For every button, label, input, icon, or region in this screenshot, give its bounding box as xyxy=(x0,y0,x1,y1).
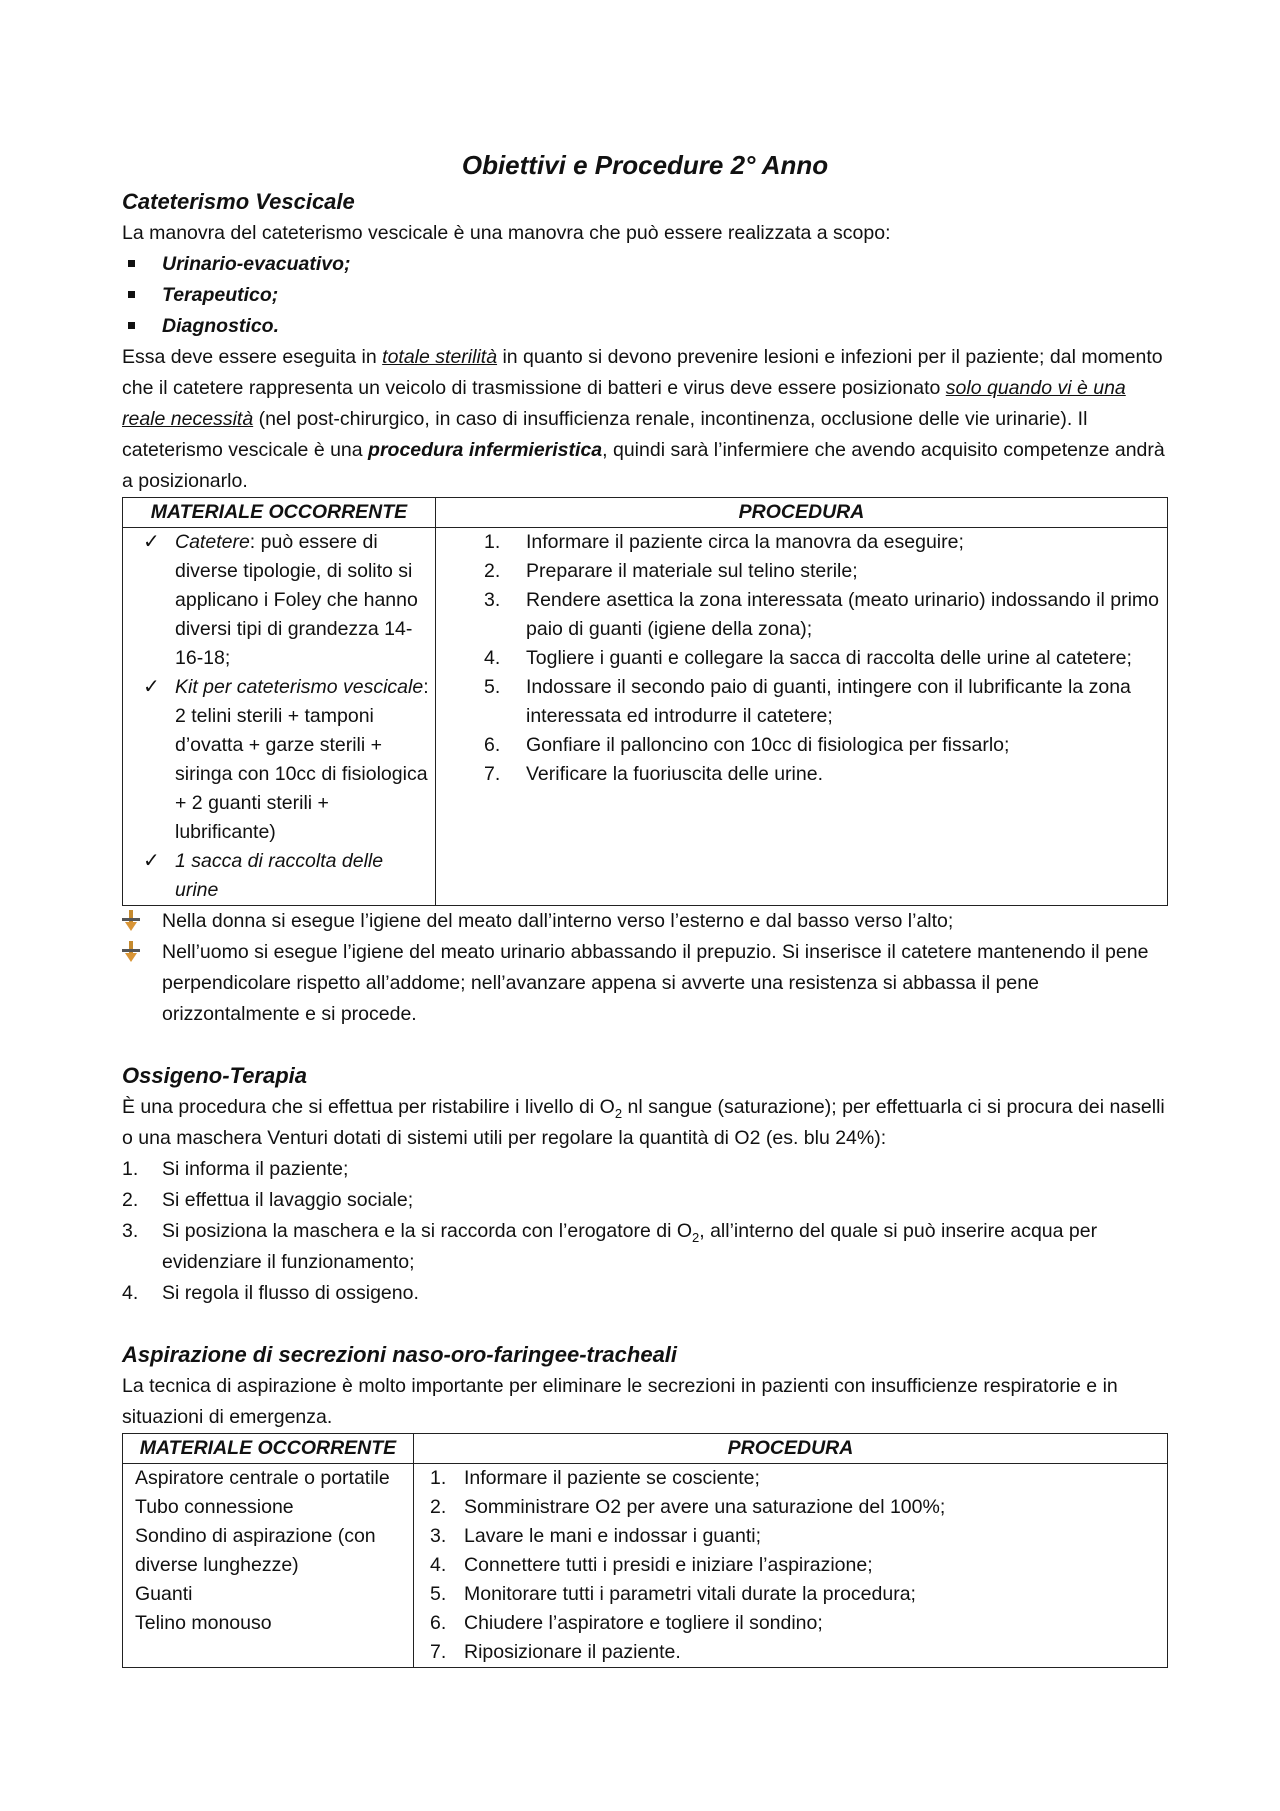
material-item: ✓ Catetere: può essere di diverse tipologie, di solito si applicano i Foley che hanno diversi tipi di grandezza 14-16-18; xyxy=(129,528,429,673)
material-item: Telino monouso xyxy=(135,1612,272,1634)
procedure-step: 4. Togliere i guanti e collegare la sacca di raccolta delle urine al catetere; xyxy=(484,647,1132,669)
material-item: Aspiratore centrale o portatile xyxy=(135,1467,390,1489)
procedure-step: 7. Verificare la fuoriuscita delle urine. xyxy=(484,763,823,785)
procedure-step: 4. Connettere tutti i presidi e iniziare l’aspirazione; xyxy=(430,1554,873,1576)
material-item: Tubo connessione xyxy=(135,1496,294,1518)
procedure-step: 1. Informare il paziente se cosciente; xyxy=(430,1467,760,1489)
arrow-down-bullet-icon xyxy=(122,910,140,932)
purpose-item: Urinario-evacuativo; xyxy=(122,249,1168,280)
purpose-item: Terapeutico; xyxy=(122,280,1168,311)
section1-intro: La manovra del cateterismo vescicale è una manovra che può essere realizzata a scopo: xyxy=(122,222,891,244)
procedure-cell xyxy=(414,1464,1168,1668)
table-header-materials: MATERIALE OCCORRENTE xyxy=(123,498,436,528)
material-item: ✓ Kit per cateterismo vescicale: 2 telini sterili + tamponi d’ovatta + garze sterili + siringa con 10cc di fisiologica + 2 guanti sterili + lubrificante) xyxy=(129,673,429,847)
underline-necessity: solo quando vi è una reale necessità xyxy=(122,377,1126,430)
procedure-step: 3. Lavare le mani e indossar i guanti; xyxy=(430,1525,762,1547)
page-title: Obiettivi e Procedure 2° Anno xyxy=(461,150,829,180)
catheter-table xyxy=(122,497,1168,906)
procedure-step: 3. Rendere asettica la zona interessata (meato urinario) indossando il primo paio di guanti (igiene della zona); xyxy=(484,589,1159,640)
section-heading-aspirazione: Aspirazione di secrezioni naso-oro-faringee-tracheali xyxy=(122,1342,678,1367)
procedure-step: 7. Riposizionare il paziente. xyxy=(430,1641,681,1663)
section2-intro: È una procedura che si effettua per ristabilire i livello di $O_2$ nl sangue (saturazione); per effettuarla ci si procura dei naselli o una maschera Venturi dotati di sistemi utili per regolare la quantità di O2 (es. blu 24%): xyxy=(122,1096,1165,1149)
square-bullet-icon xyxy=(128,260,135,267)
table-header-procedure: PROCEDURA xyxy=(436,498,1168,528)
procedure-cell xyxy=(436,528,1168,906)
material-item: Sondino di aspirazione (con diverse lunghezze) xyxy=(135,1525,376,1576)
oxygen-step: 3. Si posiziona la maschera e la si raccorda con l’erogatore di $O_2$, all’interno del quale si può inserire acqua per evidenziare il funzionamento; xyxy=(122,1220,1098,1273)
oxygen-step: 2. Si effettua il lavaggio sociale; xyxy=(122,1189,414,1211)
procedure-step: 1. Informare il paziente circa la manovra da eseguire; xyxy=(484,531,964,553)
notes-list xyxy=(122,906,1168,1030)
procedure-step: 2. Somministrare O2 per avere una saturazione del 100%; xyxy=(430,1496,946,1518)
procedure-step: 2. Preparare il materiale sul telino sterile; xyxy=(484,560,858,582)
document-page xyxy=(122,148,1168,1668)
purpose-list xyxy=(122,249,1168,342)
procedure-step: 6. Chiudere l’aspiratore e togliere il sondino; xyxy=(430,1612,823,1634)
table-header-procedure: PROCEDURA xyxy=(414,1434,1168,1464)
bold-procedure: procedura infermieristica xyxy=(368,439,603,461)
oxygen-step: 4. Si regola il flusso di ossigeno. xyxy=(122,1282,419,1304)
checkmark-icon: ✓ xyxy=(143,850,160,872)
table-header-materials: MATERIALE OCCORRENTE xyxy=(123,1434,414,1464)
section-heading-cateterismo: Cateterismo Vescicale xyxy=(122,189,355,214)
arrow-down-bullet-icon xyxy=(122,941,140,963)
procedure-step: 6. Gonfiare il palloncino con 10cc di fisiologica per fissarlo; xyxy=(484,734,1010,756)
materials-cell xyxy=(123,528,436,906)
purpose-item: Diagnostico. xyxy=(122,311,1168,342)
procedure-step: 5. Monitorare tutti i parametri vitali durate la procedura; xyxy=(430,1583,916,1605)
materials-cell xyxy=(123,1464,414,1668)
note-item: Nell’uomo si esegue l’igiene del meato urinario abbassando il prepuzio. Si inserisce il catetere mantenendo il pene perpendicolare rispetto all’addome; nell’avanzare appena si avverte una resistenza si abbassa il pene orizzontalmente e si procede. xyxy=(122,937,1168,1030)
note-item: Nella donna si esegue l’igiene del meato dall’interno verso l’esterno e dal basso verso l’alto; xyxy=(122,906,1168,937)
section3-intro: La tecnica di aspirazione è molto importante per eliminare le secrezioni in pazienti con insufficienze respiratorie e in situazioni di emergenza. xyxy=(122,1375,1118,1428)
checkmark-icon: ✓ xyxy=(143,531,160,553)
checkmark-icon: ✓ xyxy=(143,676,160,698)
section1-paragraph: Essa deve essere eseguita in totale sterilità in quanto si devono prevenire lesioni e infezioni per il paziente; dal momento che il catetere rappresenta un veicolo di trasmissione di batteri e virus deve essere posizionato solo quando vi è una reale necessità (nel post-chirurgico, in caso di insufficienza renale, incontinenza, occlusione delle vie urinarie). Il cateterismo vescicale è una procedura infermieristica, quindi sarà l’infermiere che avendo acquisito competenze andrà a posizionarlo. xyxy=(122,346,1165,492)
oxygen-steps-list xyxy=(122,1154,1168,1309)
underline-sterility: totale sterilità xyxy=(382,346,498,368)
material-item: ✓ 1 sacca di raccolta delle urine xyxy=(129,847,429,905)
section-heading-ossigeno: Ossigeno-Terapia xyxy=(122,1063,308,1088)
oxygen-step: 1. Si informa il paziente; xyxy=(122,1158,349,1180)
square-bullet-icon xyxy=(128,322,135,329)
aspiration-table xyxy=(122,1433,1168,1668)
material-item: Guanti xyxy=(135,1583,193,1605)
square-bullet-icon xyxy=(128,291,135,298)
procedure-step: 5. Indossare il secondo paio di guanti, intingere con il lubrificante la zona interessata ed introdurre il catetere; xyxy=(484,676,1131,727)
